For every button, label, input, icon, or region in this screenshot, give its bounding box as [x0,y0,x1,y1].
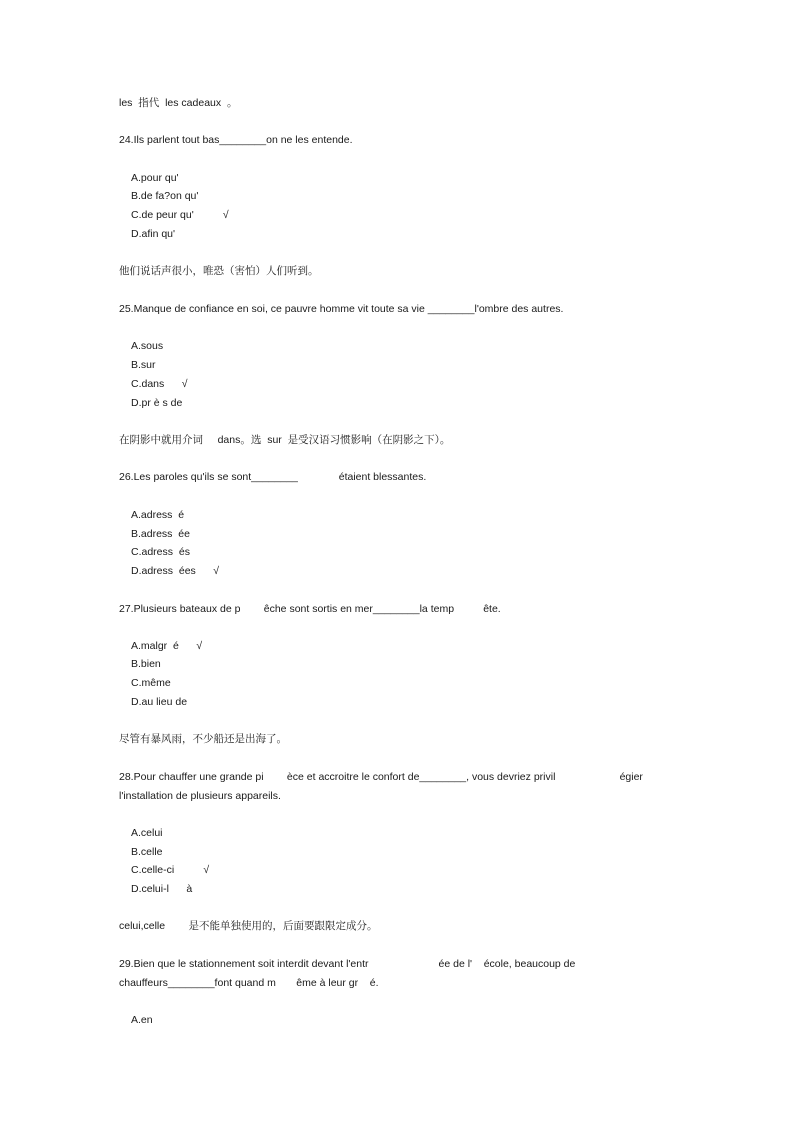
option-27-b: B.bien [131,658,161,670]
option-25-c: C.dans √ [131,378,188,390]
option-27-d: D.au lieu de [131,696,188,708]
question-29-line-1: 29.Bien que le stationnement soit interdit devant l'entr ée de l' école, beaucoup de [119,958,576,970]
question-28-line-1: 28.Pour chauffer une grande pi èce et accroitre le confort de________, vous devriez privil égier [119,771,643,783]
question-29-line-2: chauffeurs________font quand m ême à leur gr é. [119,977,379,989]
note-28: celui,celle 是不能单独使用的，后面要跟限定成分。 [119,920,378,932]
note-27: 尽管有暴风雨，不少船还是出海了。 [119,733,287,745]
option-24-d: D.afin qu' [131,228,176,240]
note-24: 他们说话声很小，唯恐（害怕）人们听到。 [119,265,319,277]
question-28-line-2: l'installation de plusieurs appareils. [119,790,281,802]
option-28-a: A.celui [131,827,163,839]
option-29-a: A.en [131,1014,153,1026]
option-25-b: B.sur [131,359,156,371]
option-26-c: C.adress és [131,546,190,558]
option-28-d: D.celui-l à [131,883,193,895]
question-26: 26.Les paroles qu'ils se sont________ étaient blessantes. [119,471,427,483]
question-24: 24.Ils parlent tout bas________on ne les entende. [119,134,353,146]
question-25: 25.Manque de confiance en soi, ce pauvre homme vit toute sa vie ________l'ombre des autres. [119,303,564,315]
option-24-c: C.de peur qu' √ [131,209,229,221]
note-25: 在阴影中就用介词 dans。选 sur 是受汉语习惯影响（在阴影之下）。 [119,434,451,446]
option-25-a: A.sous [131,340,164,352]
option-27-c: C.même [131,677,171,689]
option-26-d: D.adress ées √ [131,565,220,577]
option-27-a: A.malgr é √ [131,640,203,652]
option-28-b: B.celle [131,846,163,858]
option-28-c: C.celle-ci √ [131,864,210,876]
option-24-b: B.de fa?on qu' [131,190,199,202]
text-line-1: les 指代 les cadeaux 。 [119,97,238,109]
option-26-b: B.adress ée [131,528,190,540]
option-24-a: A.pour qu' [131,172,179,184]
option-26-a: A.adress é [131,509,185,521]
option-25-d: D.pr è s de [131,397,183,409]
question-27: 27.Plusieurs bateaux de p êche sont sortis en mer________la temp ête. [119,603,501,615]
